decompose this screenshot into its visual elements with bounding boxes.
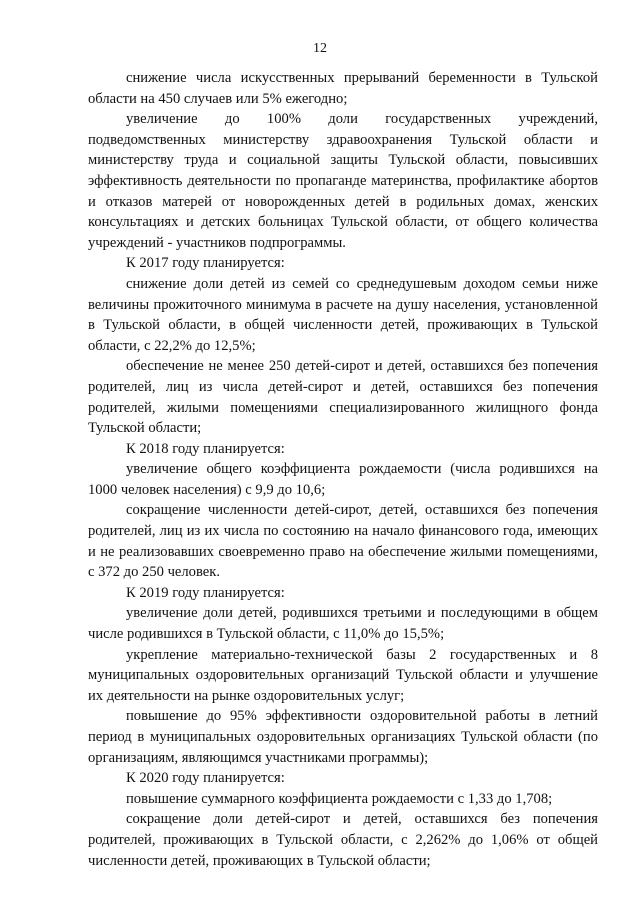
paragraph: обеспечение не менее 250 детей-сирот и детей, оставшихся без попечения родителей, лиц из числа детей-сирот и детей, оставшихся без попечения родителей, жилыми помещениями специализированного жилищного фонда Тульской области; [88, 358, 598, 437]
section-heading-2019: К 2019 году планируется: [126, 584, 285, 601]
paragraph: повышение до 95% эффективности оздоровительной работы в летний период в муниципальных оздоровительных организациях Тульской области (по организациям, являющимся участниками программы); [88, 708, 598, 766]
paragraph: сокращение доли детей-сирот и детей, оставшихся без попечения родителей, проживающих в Тульской области, с 2,262% до 1,06% от общей численности детей, проживающих в Тульской области; [88, 811, 598, 869]
paragraph: сокращение численности детей-сирот, детей, оставшихся без попечения родителей, лиц из их числа по состоянию на начало финансового года, имеющих и не реализовавших своевременно право на обеспечение жилыми помещениями, с 372 до 250 человек. [88, 502, 598, 581]
paragraph: увеличение доли детей, родившихся третьими и последующими в общем числе родившихся в Тульской области, с 11,0% до 15,5%; [88, 605, 598, 643]
section-heading-2020: К 2020 году планируется: [126, 770, 285, 787]
paragraph: снижение доли детей из семей со среднедушевым доходом семьи ниже величины прожиточного минимума в расчете на душу населения, установленной в Тульской области, в общей численности детей, проживающих в Тульской области, с 22,2% до 12,5%; [88, 275, 598, 354]
paragraph: увеличение общего коэффициента рождаемости (числа родившихся на 1000 человек населения) с 9,9 до 10,6; [88, 461, 598, 498]
paragraph: повышение суммарного коэффициента рождаемости с 1,33 до 1,708; [126, 790, 553, 807]
paragraph: увеличение до 100% доли государственных учреждений, подведомственных министерству здравоохранения Тульской области и министерству труда и социальной защиты Тульской области, повысивших эффективность деятельности по пропаганде материнства, профилактике абортов и отказов матерей от новорожденных детей в родильных домах, женских консультациях и детских больницах Тульской области, от общего количества учреждений - участников подпрограммы. [88, 111, 598, 251]
page-number: 12 [313, 41, 327, 56]
section-heading-2018: К 2018 году планируется: [126, 440, 285, 457]
paragraph: снижение числа искусственных прерываний беременности в Тульской области на 450 случаев или 5% ежегодно; [88, 70, 598, 107]
section-heading-2017: К 2017 году планируется: [126, 255, 285, 272]
paragraph: укрепление материально-технической базы 2 государственных и 8 муниципальных оздоровительных организаций Тульской области и улучшение их деятельности на рынке оздоровительных услуг; [88, 646, 598, 704]
document-body [88, 68, 598, 871]
